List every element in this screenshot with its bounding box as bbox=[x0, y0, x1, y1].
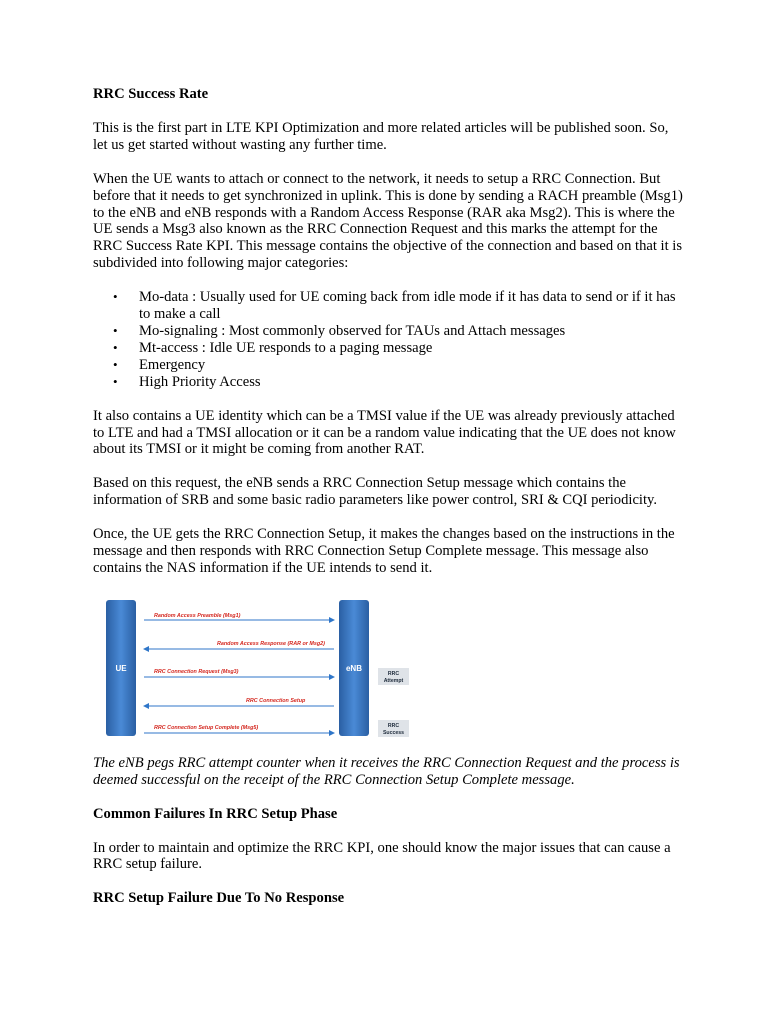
enb-label: eNB bbox=[345, 663, 363, 673]
list-item: • High Priority Access bbox=[93, 374, 683, 391]
section-common-failures-title: Common Failures In RRC Setup Phase bbox=[93, 805, 338, 822]
msg4-label: RRC Connection Setup bbox=[246, 697, 306, 704]
section-no-response-title: RRC Setup Failure Due To No Response bbox=[93, 890, 345, 907]
msg1-label: Random Access Preamble (Msg1) bbox=[154, 612, 241, 619]
rrc-signaling-diagram bbox=[102, 594, 415, 738]
list-item: • Emergency bbox=[93, 357, 683, 374]
section-common-failures-text: In order to maintain and optimize the RRC KPI, one should know the major issues that can cause a RRC setup failure. bbox=[93, 839, 671, 873]
msg3-label: RRC Connection Request (Msg3) bbox=[154, 668, 239, 675]
doc-title: RRC Success Rate bbox=[93, 86, 209, 102]
list-item: • Mo-data : Usually used for UE coming back from idle mode if it has data to send or if it has to make a call bbox=[93, 289, 683, 323]
ue-label: UE bbox=[115, 663, 127, 673]
setup-complete-paragraph: Once, the UE gets the RRC Connection Setup, it makes the changes based on the instructions in the message and then responds with RRC Connection Setup Complete message. This message also contains the NAS information if the UE intends to send it. bbox=[93, 526, 675, 576]
rrc-success-line1: RRC bbox=[387, 722, 400, 729]
msg5-label: RRC Connection Setup Complete (Msg5) bbox=[154, 724, 259, 731]
msg2-label: Random Access Response (RAR or Msg2) bbox=[217, 640, 325, 647]
list-item: • Mt-access : Idle UE responds to a paging message bbox=[93, 340, 683, 357]
ue-identity-paragraph: It also contains a UE identity which can be a TMSI value if the UE was already previously attached to LTE and had a TMSI allocation or it can be a random value indicating that the UE does not know about its TMSI or it might be coming from another RAT. bbox=[93, 407, 676, 458]
rrc-attempt-line1: RRC bbox=[387, 670, 400, 677]
list-item: • Mo-signaling : Most commonly observed for TAUs and Attach messages bbox=[93, 323, 683, 340]
rrc-signaling-svg bbox=[102, 594, 415, 738]
setup-paragraph: Based on this request, the eNB sends a RRC Connection Setup message which contains the information of SRB and some basic radio parameters like power control, SRI & CQI periodicity. bbox=[93, 475, 658, 509]
rrc-success-line2: Success bbox=[382, 729, 405, 736]
category-list bbox=[93, 289, 683, 390]
rrc-attempt-line2: Attempt bbox=[383, 677, 404, 684]
diagram-caption: The eNB pegs RRC attempt counter when it receives the RRC Connection Request and the process is deemed successful on the receipt of the RRC Connection Setup Complete message. bbox=[93, 754, 680, 788]
rach-paragraph: When the UE wants to attach or connect to the network, it needs to setup a RRC Connection. But before that it needs to get synchronized in uplink. This is done by sending a RACH preamble (Msg1) to the eNB and eNB responds with a Random Access Response (RAR aka Msg2). This is where the UE sends a Msg3 also known as the RRC Connection Request and this marks the attempt for the RRC Success Rate KPI. This message contains the objective of the connection and based on that it is subdivided into following major categories: bbox=[93, 170, 683, 272]
document-page bbox=[93, 86, 683, 907]
intro-paragraph: This is the first part in LTE KPI Optimization and more related articles will be published soon. So, let us get started without wasting any further time. bbox=[93, 119, 669, 153]
